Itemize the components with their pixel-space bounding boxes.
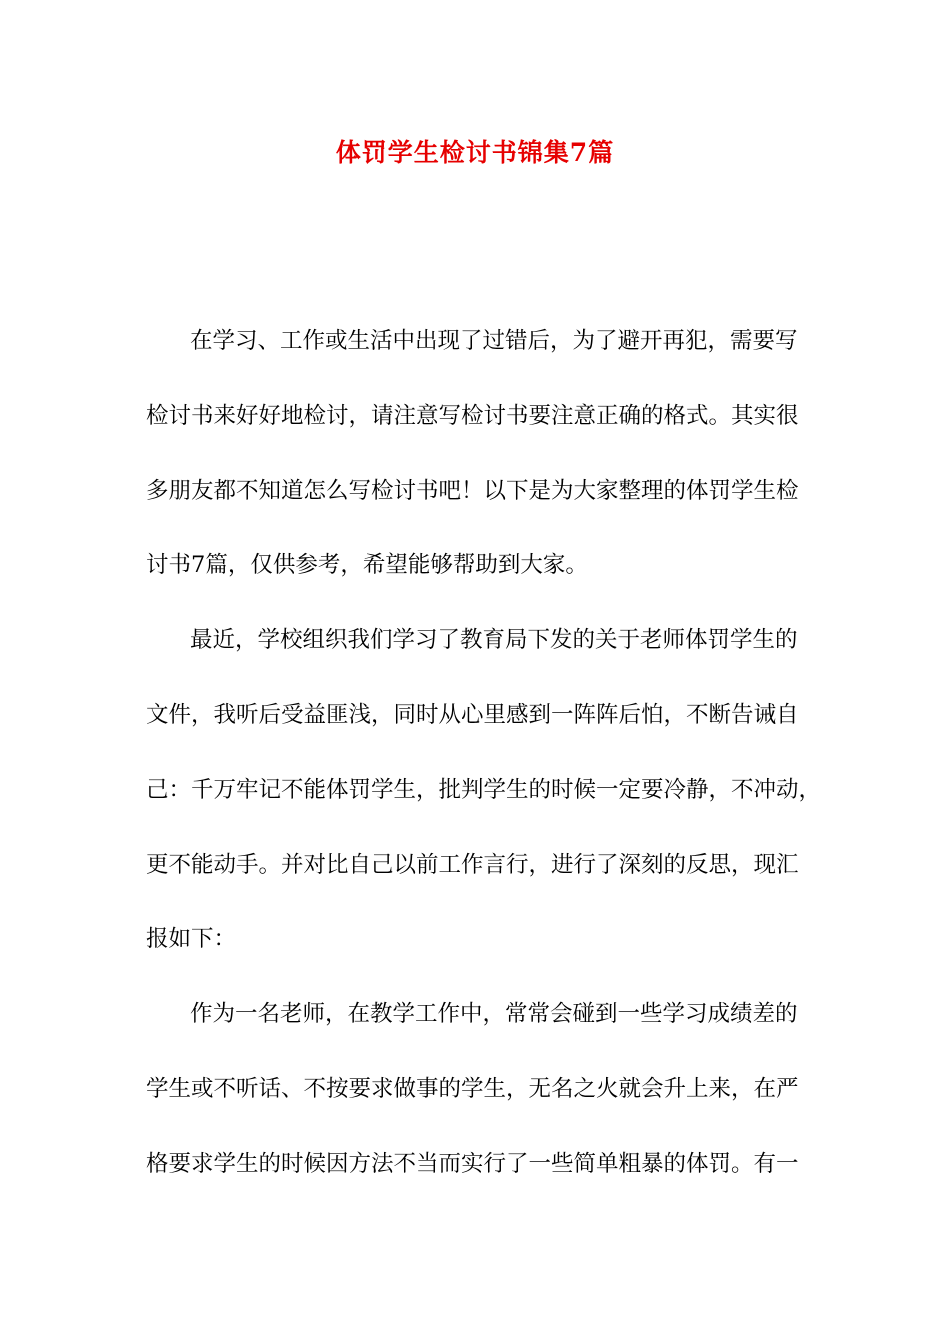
paragraph-2-line-5: 报如下： (146, 926, 237, 953)
paragraph-2-line-1: 最近，学校组织我们学习了教育局下发的关于老师体罚学生的 (190, 627, 798, 654)
paragraph-3-line-2: 学生或不听话、不按要求做事的学生，无名之火就会升上来，在严 (146, 1075, 799, 1102)
paragraph-1-line-2: 检讨书来好好地检讨，请注意写检讨书要注意正确的格式。其实很 (146, 402, 799, 429)
paragraph-1-line-3: 多朋友都不知道怎么写检讨书吧！以下是为大家整理的体罚学生检 (146, 477, 799, 504)
paragraph-3-line-3: 格要求学生的时候因方法不当而实行了一些简单粗暴的体罚。有一 (146, 1150, 799, 1177)
document-body (146, 318, 822, 1216)
paragraph-2-line-4: 更不能动手。并对比自己以前工作言行，进行了深刻的反思，现汇 (146, 851, 799, 878)
paragraph-1-line-4: 讨书7篇，仅供参考，希望能够帮助到大家。 (146, 552, 588, 579)
document-title: 体罚学生检讨书锦集7篇 (335, 138, 615, 167)
paragraph-1-line-1: 在学习、工作或生活中出现了过错后，为了避开再犯，需要写 (190, 328, 798, 354)
paragraph-2-line-3: 己：千万牢记不能体罚学生，批判学生的时候一定要冷静，不冲动， (146, 776, 822, 803)
paragraph-3-line-1: 作为一名老师，在教学工作中，常常会碰到一些学习成绩差的 (190, 1001, 798, 1028)
paragraph-2-line-2: 文件，我听后受益匪浅，同时从心里感到一阵阵后怕，不断告诫自 (146, 701, 799, 728)
